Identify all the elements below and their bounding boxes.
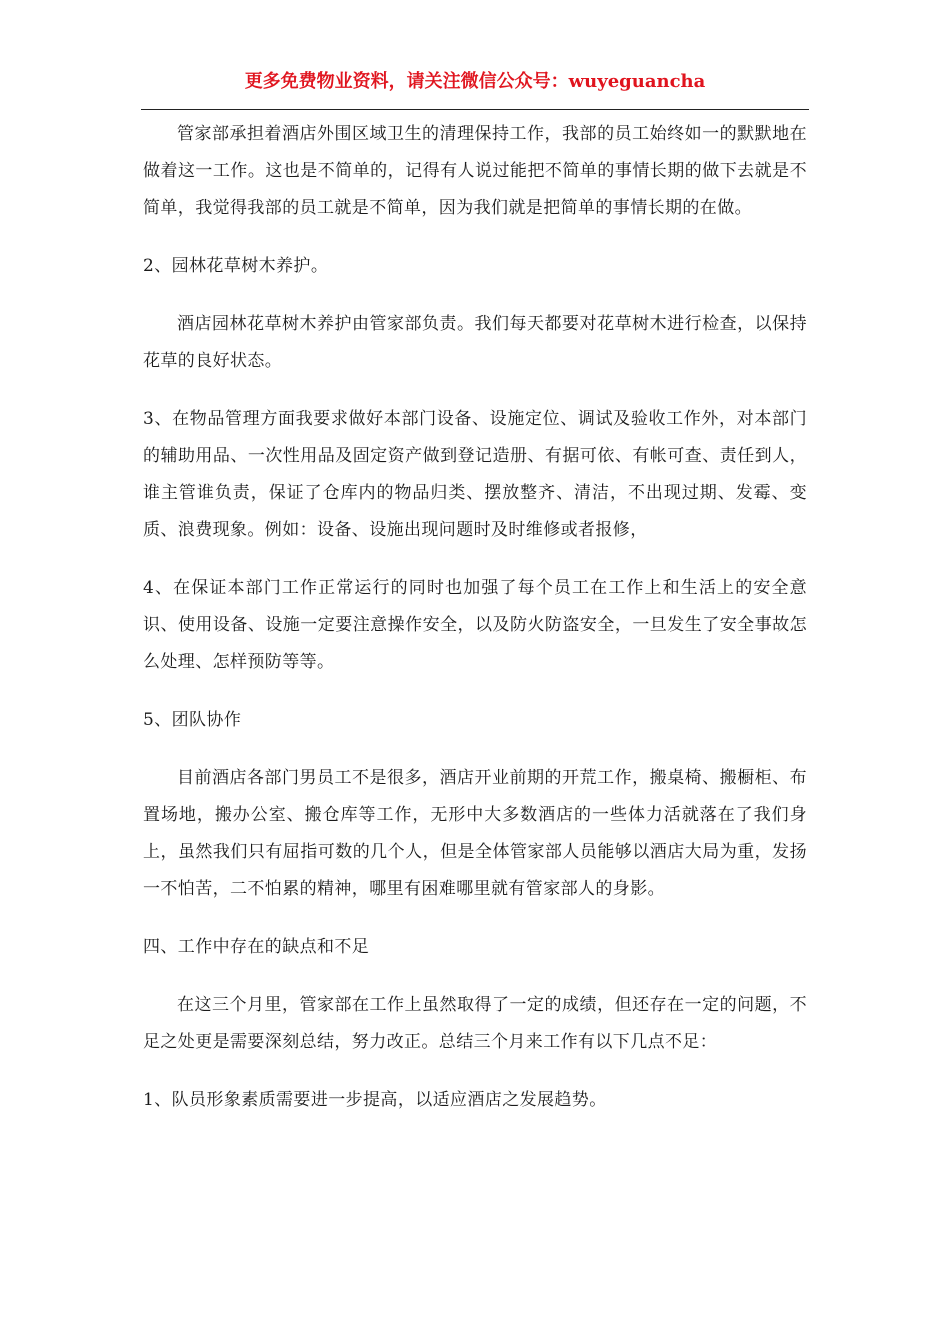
document-body: [143, 116, 807, 1140]
item-heading-garden: 2、园林花草树木养护。: [143, 256, 329, 276]
paragraph-shortcomings: 在这三个月里，管家部在工作上虽然取得了一定的成绩，但还存在一定的问题，不足之处更是需要深刻总结，努力改正。总结三个月来工作有以下几点不足：: [143, 995, 807, 1052]
item-safety-awareness: 4、在保证本部门工作正常运行的同时也加强了每个员工在工作上和生活上的安全意识、使用设备、设施一定要注意操作安全，以及防火防盗安全，一旦发生了安全事故怎么处理、怎样预防等等。: [143, 578, 807, 672]
section-heading-shortcomings: 四、工作中存在的缺点和不足: [143, 937, 370, 957]
header-divider: [141, 109, 809, 110]
item-goods-management: 3、在物品管理方面我要求做好本部门设备、设施定位、调试及验收工作外，对本部门的辅助用品、一次性用品及固定资产做到登记造册、有据可依、有帐可查、责任到人，谁主管谁负责，保证了仓库内的物品归类、摆放整齐、清洁，不出现过期、发霉、变质、浪费现象。例如：设备、设施出现问题时及时维修或者报修，: [143, 409, 807, 540]
paragraph-teamwork: 目前酒店各部门男员工不是很多，酒店开业前期的开荒工作，搬桌椅、搬橱柜、布置场地，搬办公室、搬仓库等工作，无形中大多数酒店的一些体力活就落在了我们身上，虽然我们只有屈指可数的几个人，但是全体管家部人员能够以酒店大局为重，发扬一不怕苦，二不怕累的精神，哪里有困难哪里就有管家部人的身影。: [143, 768, 807, 899]
item-staff-quality: 1、队员形象素质需要进一步提高，以适应酒店之发展趋势。: [143, 1090, 607, 1110]
paragraph-intro: 管家部承担着酒店外围区域卫生的清理保持工作，我部的员工始终如一的默默地在做着这一工作。这也是不简单的，记得有人说过能把不简单的事情长期的做下去就是不简单，我觉得我部的员工就是不简单，因为我们就是把简单的事情长期的在做。: [143, 124, 807, 218]
header-notice: 更多免费物业资料，请关注微信公众号：wuyeguancha: [244, 71, 706, 92]
paragraph-garden: 酒店园林花草树木养护由管家部负责。我们每天都要对花草树木进行检查，以保持花草的良好状态。: [143, 314, 807, 371]
item-heading-teamwork: 5、团队协作: [143, 710, 242, 730]
